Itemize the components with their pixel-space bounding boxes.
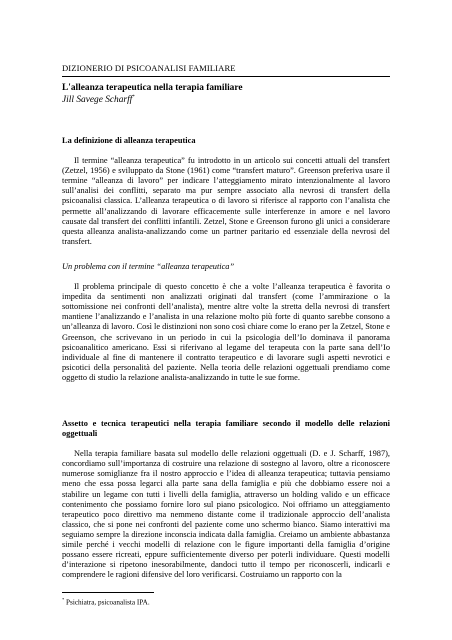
footnote-rule <box>62 592 154 593</box>
header-rule <box>62 76 390 77</box>
footnote-text: Psichiatra, psicoanalista IPA. <box>64 598 150 607</box>
section-paragraph: Nella terapia familiare basata sul modello delle relazioni oggettuali (D. e J. Scharff, 1987), concordiamo sull’importanza di costruire una relazione di sostegno al lavoro, oltre a riconoscere numerose somiglianze fra il nostro approccio e l’idea di alleanza terapeutica; tuttavia pensiamo meno che essa possa legarci alla parte sana della famiglia e più che dobbiamo essere noi a stabilire un legame con tutti i livelli della famiglia, attraverso un holding valido e un efficace contenimento che possiamo fornire loro sul piano psicologico. Noi offriamo un atteggiamento terapeutico poco direttivo ma nemmeno distante come il tradizionale approccio dell’analista classico, che si pone nei confronti del paziente come uno schermo bianco. Siamo interattivi ma seguiamo sempre la direzione inconscia indicata dalla famiglia. Creiamo un ambiente abbastanza simile perché i vecchi modelli di relazione con le figure importanti della famiglia d’origine possano essere ricreati, eppure sufficientemente diverso per poterli individuare. Questi modelli d’interazione si ripetono inesorabilmente, dandoci tutto il tempo per riconoscerli, indicarli e comprendere le ragioni difensive del loro verificarsi. Costruiamo un rapporto con la <box>62 449 390 580</box>
section-technique <box>62 419 390 580</box>
footnote-mark: * <box>62 597 65 602</box>
running-header: DIZIONERIO DI PSICOANALISI FAMILIARE <box>62 63 236 73</box>
author-footnote-mark: * <box>132 95 135 100</box>
article-title: L'alleanza terapeutica nella terapia familiare <box>62 83 243 93</box>
section-paragraph: Il problema principale di questo concetto è che a volte l’alleanza terapeutica è favorita o impedita da sentimenti non analizzati originati dal transfert (come l’ammirazione o la sottomissione nei confronti dell’analista), mentre altre volte la stretta della nevrosi di transfert mantiene l’analizzando e l’analista in una relazione molto più forte di quanto sarebbe consono a un’alleanza di lavoro. Così le distinzioni non sono così chiare come lo erano per la Zetzel, Stone e Greenson, che scrivevano in un periodo in cui la psicologia dell’Io dominava il panorama psicoanalitico americano. Essi si riferivano al legame del terapeuta con la parte sana dell’Io individuale al fine di mantenere il contratto terapeutico e di lavorare sugli aspetti nevrotici e psicotici della personalità del paziente. Nella teoria delle relazioni oggettuali prendiamo come oggetto di studio la relazione analista-analizzando in tutte le sue forme. <box>62 282 390 382</box>
section-definition <box>62 136 390 247</box>
footnote <box>62 597 150 606</box>
section-heading: La definizione di alleanza terapeutica <box>62 136 196 145</box>
section-problem <box>62 262 390 383</box>
section-heading: Un problema con il termine “alleanza terapeutica” <box>62 262 235 271</box>
article-author <box>62 95 135 105</box>
section-paragraph: Il termine “alleanza terapeutica” fu introdotto in un articolo sui concetti attuali del transfert (Zetzel, 1956) e sviluppato da Stone (1961) come “transfert maturo”. Greenson preferiva usare il termine “alleanza di lavoro” per indicare l’atteggiamento mirato intenzionalmente al lavoro sull’analisi dei conflitti, separato ma pur sempre associato alla nevrosi di transfert della psicoanalisi classica. L’alleanza terapeutica o di lavoro si riferisce al rapporto con l’analista che permette all’analizzando di lavorare efficacemente sulle interferenze in amore e nel lavoro causate dal transfert dei conflitti infantili. Zetzel, Stone e Greenson furono gli unici a considerare questa alleanza analista-analizzando come un partner paritario ed essenziale della nevrosi del transfert. <box>62 156 390 246</box>
section-heading: Assetto e tecnica terapeutici nella terapia familiare secondo il modello delle relazioni oggettuali <box>62 419 390 439</box>
author-name: Jill Savege Scharff <box>62 95 133 106</box>
